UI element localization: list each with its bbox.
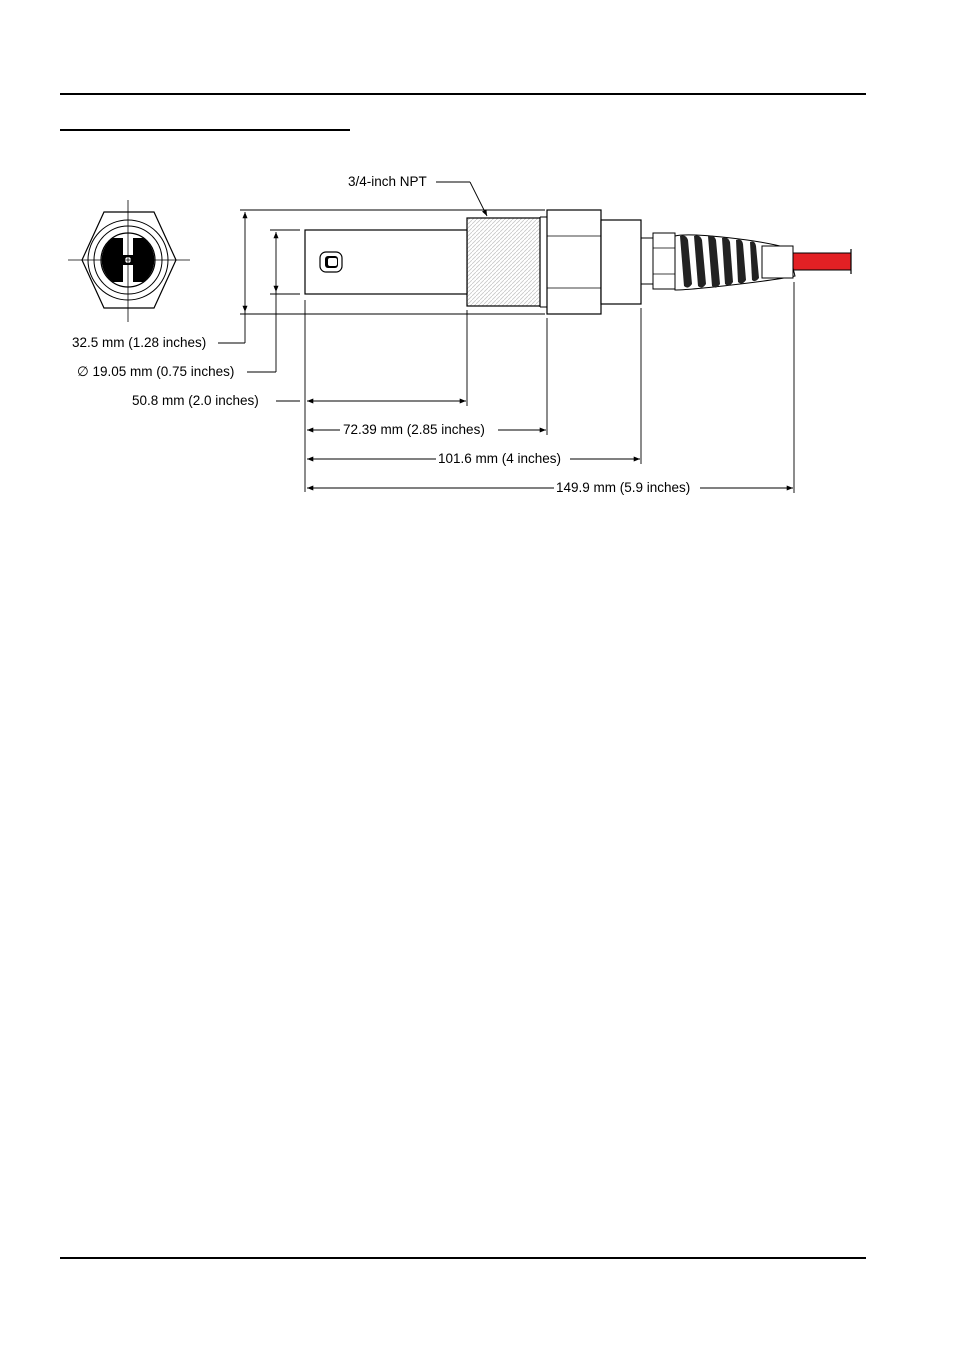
- label-length-thread: 72.39 mm (2.85 inches): [343, 422, 485, 437]
- label-length-body: 50.8 mm (2.0 inches): [132, 393, 259, 408]
- probe-body: [305, 230, 467, 294]
- compression-nut: [641, 233, 675, 289]
- label-length-total: 149.9 mm (5.9 inches): [556, 480, 691, 495]
- sensor-dimension-drawing: [0, 0, 954, 520]
- strain-relief: [675, 235, 795, 290]
- label-diameter: ∅ 19.05 mm (0.75 inches): [77, 364, 235, 379]
- end-view-hex: [68, 200, 190, 322]
- label-npt-thread: 3/4-inch NPT: [348, 174, 427, 189]
- sensor-side-view: [305, 210, 851, 314]
- label-length-nut: 101.6 mm (4 inches): [438, 451, 562, 466]
- npt-threads: [467, 218, 540, 306]
- footer-rule: [60, 1257, 866, 1259]
- hex-nut-body: [540, 210, 641, 314]
- label-hex-width: 32.5 mm (1.28 inches): [72, 335, 207, 350]
- cable: [793, 253, 851, 270]
